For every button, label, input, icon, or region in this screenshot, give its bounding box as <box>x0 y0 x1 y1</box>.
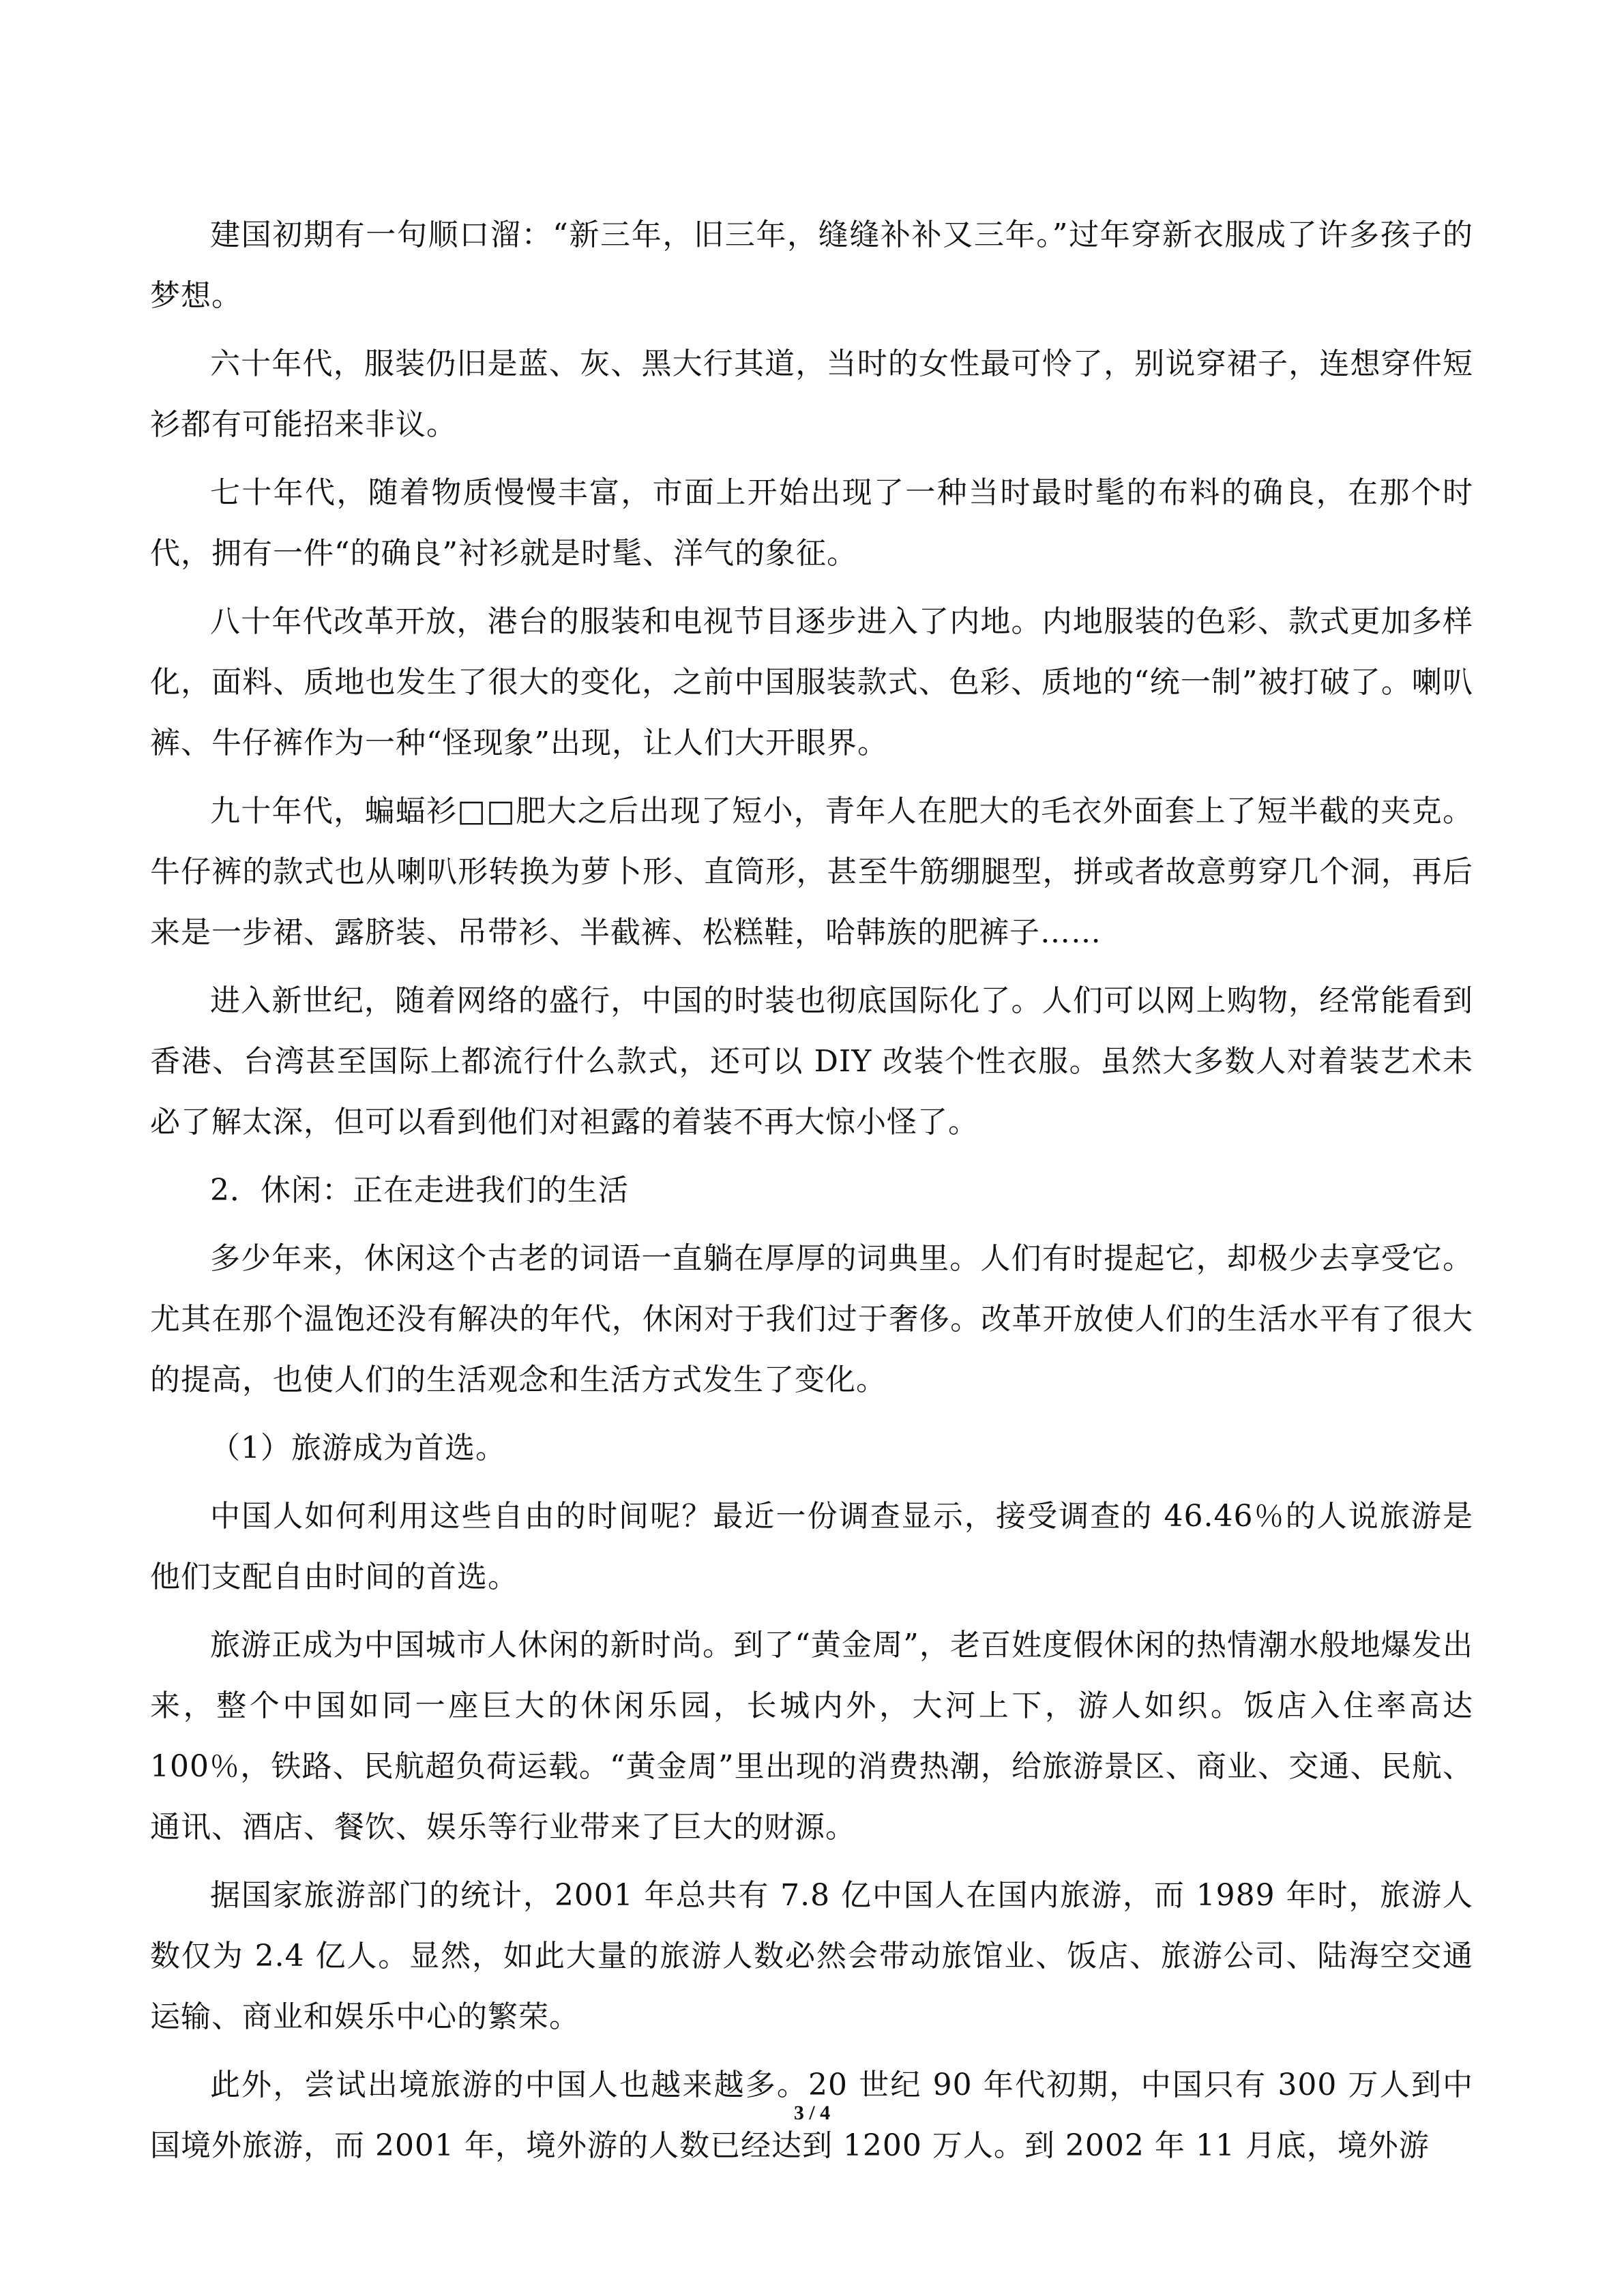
paragraph: 旅游正成为中国城市人休闲的新时尚。到了“黄金周”，老百姓度假休闲的热情潮水般地爆发出来，整个中国如同一座巨大的休闲乐园，长城内外，大河上下，游人如织。饭店入住率高达 100％，铁路、民航超负荷运载。“黄金周”里出现的消费热潮，给旅游景区、商业、交通、民航、通讯、酒店、餐饮、娱乐等行业带来了巨大的财源。 <box>150 1628 1473 1845</box>
paragraph: 进入新世纪，随着网络的盛行，中国的时装也彻底国际化了。人们可以网上购物，经常能看到香港、台湾甚至国际上都流行什么款式，还可以 DIY 改装个性衣服。虽然大多数人对着装艺术未必了解太深，但可以看到他们对袒露的着装不再大惊小怪了。 <box>150 983 1473 1139</box>
paragraph: 多少年来，休闲这个古老的词语一直躺在厚厚的词典里。人们有时提起它，却极少去享受它。尤其在那个温饱还没有解决的年代，休闲对于我们过于奢侈。改革开放使人们的生活水平有了很大的提高，也使人们的生活观念和生活方式发生了变化。 <box>150 1241 1473 1397</box>
document-body <box>150 205 1473 2183</box>
subsection-heading: （1）旅游成为首选。 <box>210 1431 506 1465</box>
section-heading: 2．休闲：正在走进我们的生活 <box>210 1173 629 1208</box>
paragraph: 七十年代，随着物质慢慢丰富，市面上开始出现了一种当时最时髦的布料的确良，在那个时代，拥有一件“的确良”衬衫就是时髦、洋气的象征。 <box>150 475 1473 571</box>
paragraph: 九十年代，蝙蝠衫□□肥大之后出现了短小，青年人在肥大的毛衣外面套上了短半截的夹克。牛仔裤的款式也从喇叭形转换为萝卜形、直筒形，甚至牛筋绷腿型，拼或者故意剪穿几个洞，再后来是一步裙、露脐装、吊带衫、半截裤、松糕鞋，哈韩族的肥裤子…… <box>150 794 1473 950</box>
paragraph: 建国初期有一句顺口溜：“新三年，旧三年，缝缝补补又三年。”过年穿新衣服成了许多孩子的梦想。 <box>150 218 1473 313</box>
paragraph: 中国人如何利用这些自由的时间呢？最近一份调查显示，接受调查的 46.46％的人说旅游是他们支配自由时间的首选。 <box>150 1499 1473 1594</box>
paragraph: 此外，尝试出境旅游的中国人也越来越多。20 世纪 90 年代初期，中国只有 300 万人到中国境外旅游，而 2001 年，境外游的人数已经达到 1200 万人。到 2002 年 11 月底，境外游 <box>150 2068 1473 2163</box>
paragraph: 六十年代，服装仍旧是蓝、灰、黑大行其道，当时的女性最可怜了，别说穿裙子，连想穿件短衫都有可能招来非议。 <box>150 346 1473 442</box>
paragraph: 据国家旅游部门的统计，2001 年总共有 7.8 亿中国人在国内旅游，而 1989 年时，旅游人数仅为 2.4 亿人。显然，如此大量的旅游人数必然会带动旅馆业、饭店、旅游公司、陆海空交通运输、商业和娱乐中心的繁荣。 <box>150 1878 1473 2034</box>
paragraph: 八十年代改革开放，港台的服装和电视节目逐步进入了内地。内地服装的色彩、款式更加多样化，面料、质地也发生了很大的变化，之前中国服装款式、色彩、质地的“统一制”被打破了。喇叭裤、牛仔裤作为一种“怪现象”出现，让人们大开眼界。 <box>150 604 1473 760</box>
page-number: 3 / 4 <box>793 2102 831 2124</box>
